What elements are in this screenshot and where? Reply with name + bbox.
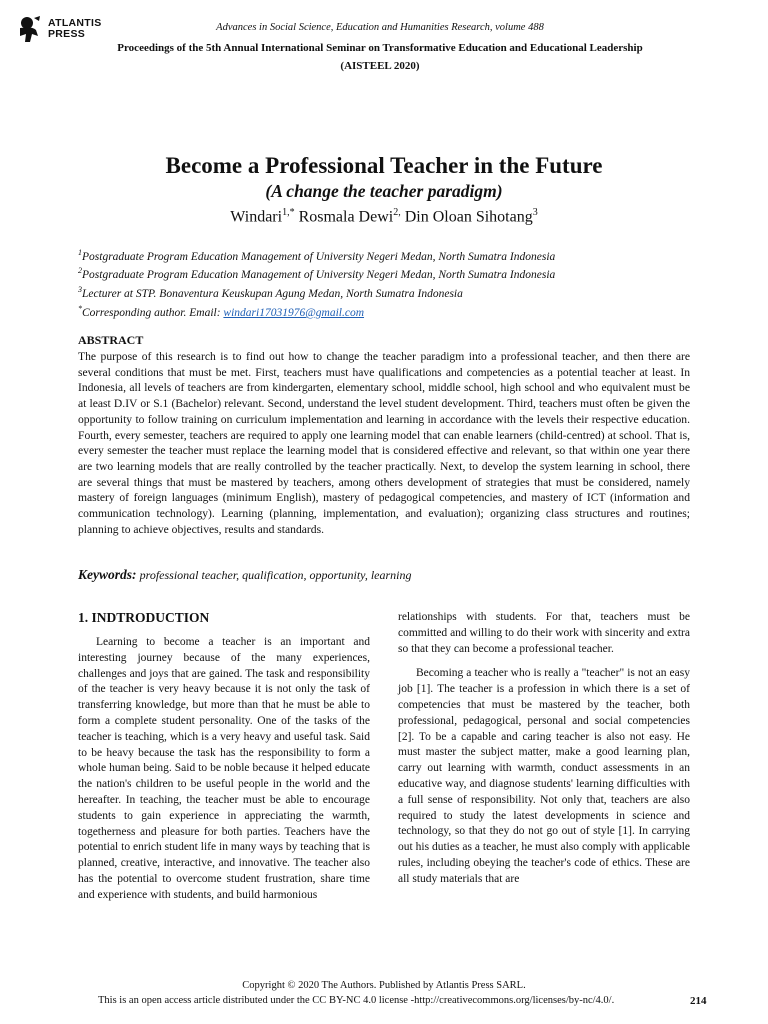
paper-title: Become a Professional Teacher in the Future [165,153,603,178]
abstract-text: The purpose of this research is to find out how to change the teacher paradigm into a professional teacher, and then there are several conditions that must be met. First, teachers must have qualifications and competencies as a potential teacher at least. In Indonesia, all levels of teachers are from kindergarten, elementary school, middle school, high school and who equivalent must be at least D.IV or S.1 (Bachelor) relevant. Second, understand the level student development. Third, teachers must often be given the opportunity to follow training on curriculum implementation and learning in accordance with the levels their respective education. Fourth, every semester, teachers are required to apply one learning model that can enable learners (child-centred) at school. That is, every semester the teacher must replace the learning model that is considered effective and relevant, so that within one year there are two learning models that are really controlled by the teacher practically. Next, to develop the system learning in school, there are several things that must be mastered by teachers, among others development of strategies that must be considered, namely mastery of foreign languages (minimum English), mastery of pedagogical competencies, and mastery of ICT (information and communication technology). Learning (planning, implementation, and evaluation); organizing class structures and routines; planning to achieve objectives, results and standards. [78,350,690,536]
paper-subtitle: (A change the teacher paradigm) [265,181,503,201]
author-sup: 1,* [282,207,295,218]
affiliations [78,246,698,301]
proceedings-header: Proceedings of the 5th Annual International Seminar on Transformative Education and Educational Leadership (AISTEEL 2020) [117,42,643,72]
license-line: This is an open access article distributed under the CC BY-NC 4.0 license -http://creativecommons.org/licenses/by-nc/4.0/. [98,995,615,1006]
logo-wordmark [48,18,102,40]
corresponding-author: *Corresponding author. Email: windari17031976@gmail.com [78,304,365,319]
abstract-heading: ABSTRACT [78,333,144,347]
right-column [398,610,690,888]
left-column [78,635,370,904]
email-link[interactable]: windari17031976@gmail.com [223,306,365,319]
keywords-label: Keywords: [78,567,137,582]
logo-line1: ATLANTIS [48,17,102,29]
series-header: Advances in Social Science, Education and Humanities Research, volume 488 [216,22,544,33]
atlas-figure-icon [14,14,44,44]
author-name: Rosmala Dewi [298,208,394,226]
page-number: 214 [690,995,707,1007]
author-list [0,207,768,226]
author-name: Windari [230,208,283,226]
author-sup: 3 [532,207,538,218]
corresponding-label: Corresponding author. Email: [82,306,224,319]
publisher-logo [14,14,124,44]
logo-line2: PRESS [48,28,86,40]
affiliation: $^2$Postgraduate Program Education Management of University Negeri Medan, North Sumatra Indonesia [78,266,556,282]
keywords-text: professional teacher, qualification, opportunity, learning [139,568,412,582]
affiliation: $^3$Lecturer at STP. Bonaventura Keuskupan Agung Medan, North Sumatra Indonesia [78,284,463,300]
section-heading: 1. INDTRODUCTION [78,610,210,625]
paragraph: Becoming a teacher who is really a "teacher" is not an easy job [1]. The teacher is a profession in which there is a set of competencies that must be mastered by the teacher, both professional, pedagogical, personal and social competencies [2]. To be a capable and caring teacher is also not easy. He must master the subject matter, make a good learning plan, carry out learning with warmth, conduct assessments in an educative way, and diagnose students' learning difficulties with a full sense of responsibility. Not only that, teachers are also required to study the latest developments in science and technology, so that they do not go out of style [1]. In carrying out his duties as a teacher, he must also comply with applicable rules, including obeying the teacher's code of ethics. These are all study materials that are [398,667,690,885]
author-sup: 2, [393,207,401,218]
copyright-line: Copyright © 2020 The Authors. Published by Atlantis Press SARL. [242,980,526,991]
keywords [78,567,690,583]
author-name: Din Oloan Sihotang [404,208,533,226]
paragraph: relationships with students. For that, teachers must be committed and willing to do their work with sincerity and extra so that they can become a professional teacher. [398,611,690,655]
paragraph: Learning to become a teacher is an important and interesting journey because of the many experiences, challenges and joys that are gained. The task and responsibility of the teacher is very heavy because it is not only the task of transferring knowledge, but more than that he must be able to form a complete student personality. One of the tasks of the teacher is teaching, which is a very heavy and useful task. Said to be heavy because the task has the responsibility to form a whole human being. Said to be noble because it helped educate the nation's children to be useful people in the world and the hereafter. In teaching, the teacher must be able to encourage students to gain experience in appreciating the warmth, togetherness and pleasure for both parties. Teachers have the potential to enrich student life in many ways by teaching that is planned, creative, interactive, and innovative. The teacher also has the potential to overcome student frustration, share time and experience with students, and build harmonious [78,636,370,901]
affiliation: $^1$Postgraduate Program Education Management of University Negeri Medan, North Sumatra Indonesia [78,248,556,263]
